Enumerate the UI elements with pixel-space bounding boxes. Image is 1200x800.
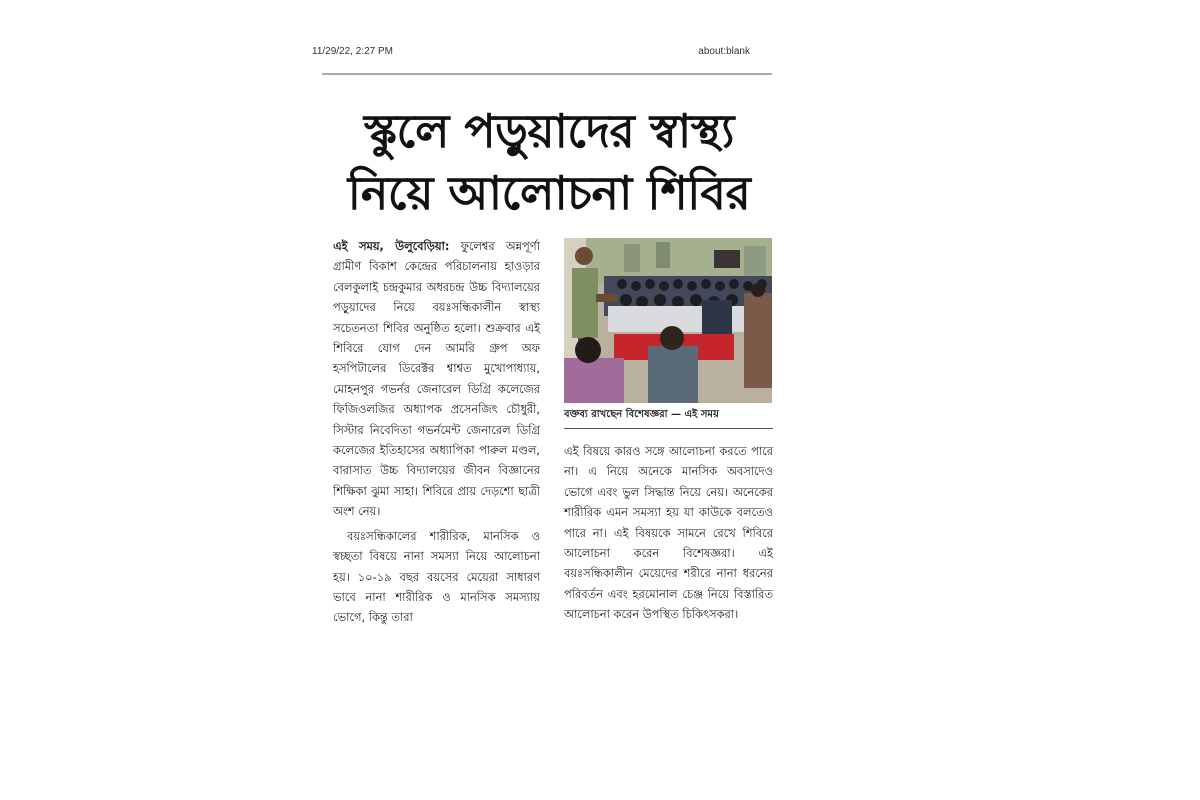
article-dateline: এই সময়, উলুবেড়িয়া: bbox=[333, 239, 450, 253]
photo-caption: বক্তব্য রাখছেন বিশেষজ্ঞরা — এই সময় bbox=[564, 409, 719, 420]
print-header bbox=[312, 46, 772, 62]
article-paragraph-3: এই বিষয়ে কারও সঙ্গে আলোচনা করতে পারে না। এ নিয়ে অনেকে মানসিক অবসাদেও ভোগে এবং ভুল সিদ্ধান্ত নিয়ে নেয়। অনেকের শারীরিক এমন সমস্যা হয় যা কাউকে বলতেও পারে না। এই বিষয়কে সামনে রেখে শিবিরে আলোচনা করেন বিশেষজ্ঞরা। এই বয়ঃসন্ধিকালীন মেয়েদের শরীরে নানা ধরনের পরিবর্তন এবং হরমোনাল চেঞ্জ নিয়ে বিস্তারিত আলোচনা করেন উপস্থিত চিকিৎসকরা। bbox=[564, 444, 773, 622]
headline-line-1: স্কুলে পড়ুয়াদের স্বাস্থ্য bbox=[363, 104, 734, 158]
article-headline bbox=[324, 100, 774, 224]
print-timestamp: 11/29/22, 2:27 PM bbox=[312, 46, 393, 57]
article-paragraph-1 bbox=[333, 236, 540, 522]
classroom-photo-illustration bbox=[564, 238, 772, 403]
article-photo bbox=[564, 238, 772, 403]
article-column-left bbox=[333, 236, 540, 628]
headline-line-2: নিয়ে আলোচনা শিবির bbox=[347, 166, 751, 220]
caption-rule bbox=[564, 428, 773, 429]
paragraph-1-text: ফুলেশ্বর অন্নপূর্ণা গ্রামীণ বিকাশ কেন্দ্রের পরিচালনায় হাওড়ার বেলকুলাই চন্দ্রকুমার অধরচন্দ্র উচ্চ বিদ্যালয়ের পড়ুয়াদের নিয়ে বয়ঃসন্ধিকালীন স্বাস্থ্য সচেতনতা শিবির অনুষ্ঠিত হলো। শুক্রবার এই শিবিরে যোগ দেন আমরি গ্রুপ অফ হসপিটালের ডিরেক্টর শ্বাশ্বত মুখোপাধ্যায়, মোহনপুর গভর্নর জেনারেল ডিগ্রি কলেজের ফিজিওলজির অধ্যাপক প্রসেনজিৎ চৌধুরী, সিস্টার নিবেদিতা গভর্নমেন্ট জেনারেল ডিগ্রি কলেজের ইতিহাসের অধ্যাপিকা পারুল মণ্ডল, বারাসাত উচ্চ বিদ্যালয়ের জীবন বিজ্ঞানের শিক্ষিকা ঝুমা সাহা। শিবিরে প্রায় দেড়শো ছাত্রী অংশ নেয়। bbox=[333, 239, 540, 519]
print-url: about:blank bbox=[698, 46, 750, 57]
article-column-right bbox=[564, 441, 773, 625]
header-rule bbox=[322, 73, 772, 75]
article-paragraph-2: বয়ঃসন্ধিকালের শারীরিক, মানসিক ও স্বচ্ছতা বিষয়ে নানা সমস্যা নিয়ে আলোচনা হয়। ১০-১৯ বছর বয়সের মেয়েরা সাধারণ ভাবে নানা শারীরিক ও মানসিক সমস্যায় ভোগে, কিন্তু তারা bbox=[333, 528, 540, 625]
